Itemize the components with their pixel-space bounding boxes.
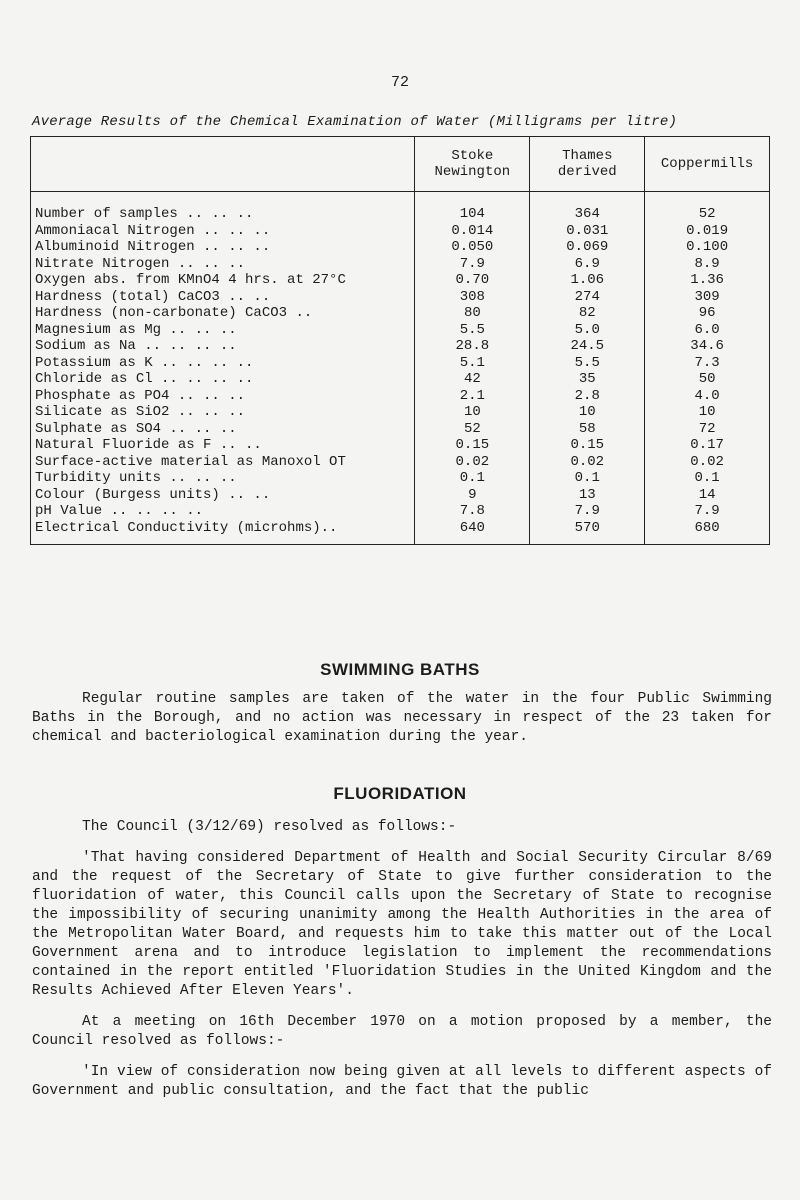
row-label: pH Value .. .. .. .. xyxy=(31,503,415,520)
column-header-blank xyxy=(31,137,415,192)
row-value: 104 xyxy=(415,192,530,223)
row-label: Phosphate as PO4 .. .. .. xyxy=(31,388,415,405)
row-value: 10 xyxy=(530,404,645,421)
page-number: 72 xyxy=(390,74,409,91)
row-value: 0.17 xyxy=(645,437,770,454)
row-value: 0.02 xyxy=(530,454,645,471)
row-value: 72 xyxy=(645,421,770,438)
row-value: 0.02 xyxy=(415,454,530,471)
table-row xyxy=(31,192,770,223)
table-row xyxy=(31,322,770,339)
row-value: 570 xyxy=(530,520,645,545)
row-label: Chloride as Cl .. .. .. .. xyxy=(31,371,415,388)
fluoridation-paragraph-2: 'That having considered Department of Health and Social Security Circular 8/69 and the request of the Secretary of State to give further consideration to the fluoridation of water, this Council calls upon the Secretary of State to recognise the impossibility of securing unanimity among the Health Authorities in the area of the Metropolitan Water Board, and requests him to take this matter out of the Local Government arena and to introduce legislation to implement the recommendations contained in the report entitled 'Fluoridation Studies in the United Kingdom and the Results Achieved After Eleven Years'. xyxy=(32,850,772,999)
row-value: 0.02 xyxy=(645,454,770,471)
row-label: Electrical Conductivity (microhms).. xyxy=(31,520,415,545)
row-label: Sulphate as SO4 .. .. .. xyxy=(31,421,415,438)
row-label: Potassium as K .. .. .. .. xyxy=(31,355,415,372)
row-value: 96 xyxy=(645,305,770,322)
row-value: 308 xyxy=(415,289,530,306)
row-value: 0.15 xyxy=(530,437,645,454)
row-value: 7.9 xyxy=(530,503,645,520)
row-value: 0.014 xyxy=(415,223,530,240)
fluoridation-paragraph-3: At a meeting on 16th December 1970 on a motion proposed by a member, the Council resolved as follows:- xyxy=(32,1014,772,1049)
row-value: 35 xyxy=(530,371,645,388)
row-value: 0.069 xyxy=(530,239,645,256)
row-value: 2.8 xyxy=(530,388,645,405)
row-label: Silicate as SiO2 .. .. .. xyxy=(31,404,415,421)
column-header-stoke-newington: Stoke Newington xyxy=(415,137,530,192)
row-label: Nitrate Nitrogen .. .. .. xyxy=(31,256,415,273)
row-value: 7.9 xyxy=(415,256,530,273)
row-value: 640 xyxy=(415,520,530,545)
swimming-baths-paragraph: Regular routine samples are taken of the water in the four Public Swimming Baths in the Borough, and no action was necessary in respect of the 23 taken for chemical and bacteriological examination during the year. xyxy=(32,691,772,745)
table-row xyxy=(31,305,770,322)
table-row xyxy=(31,388,770,405)
table-row xyxy=(31,371,770,388)
table-row xyxy=(31,355,770,372)
row-value: 34.6 xyxy=(645,338,770,355)
row-label: Colour (Burgess units) .. .. xyxy=(31,487,415,504)
table-row xyxy=(31,256,770,273)
row-value: 10 xyxy=(415,404,530,421)
row-value: 14 xyxy=(645,487,770,504)
row-value: 0.1 xyxy=(530,470,645,487)
row-value: 5.5 xyxy=(530,355,645,372)
row-value: 10 xyxy=(645,404,770,421)
row-label: Hardness (total) CaCO3 .. .. xyxy=(31,289,415,306)
table-row xyxy=(31,223,770,240)
row-value: 7.3 xyxy=(645,355,770,372)
fluoridation-text xyxy=(32,818,772,1101)
water-results-table xyxy=(30,136,770,545)
row-label: Albuminoid Nitrogen .. .. .. xyxy=(31,239,415,256)
row-value: 58 xyxy=(530,421,645,438)
row-value: 4.0 xyxy=(645,388,770,405)
table-row xyxy=(31,437,770,454)
row-value: 8.9 xyxy=(645,256,770,273)
row-value: 0.70 xyxy=(415,272,530,289)
swimming-baths-heading: SWIMMING BATHS xyxy=(320,660,480,679)
table-row xyxy=(31,239,770,256)
row-value: 1.06 xyxy=(530,272,645,289)
table-row xyxy=(31,421,770,438)
row-value: 52 xyxy=(645,192,770,223)
row-value: 5.0 xyxy=(530,322,645,339)
row-label: Oxygen abs. from KMnO4 4 hrs. at 27°C xyxy=(31,272,415,289)
row-value: 680 xyxy=(645,520,770,545)
table-caption: Average Results of the Chemical Examination of Water (Milligrams per litre) xyxy=(32,114,678,130)
row-label: Hardness (non-carbonate) CaCO3 .. xyxy=(31,305,415,322)
row-value: 42 xyxy=(415,371,530,388)
row-value: 52 xyxy=(415,421,530,438)
table-row xyxy=(31,503,770,520)
row-value: 274 xyxy=(530,289,645,306)
row-label: Number of samples .. .. .. xyxy=(31,192,415,223)
column-header-coppermills: Coppermills xyxy=(645,137,770,192)
row-value: 0.15 xyxy=(415,437,530,454)
row-value: 13 xyxy=(530,487,645,504)
row-value: 7.8 xyxy=(415,503,530,520)
swimming-baths-text xyxy=(32,690,772,747)
row-label: Turbidity units .. .. .. xyxy=(31,470,415,487)
row-value: 0.100 xyxy=(645,239,770,256)
row-label: Magnesium as Mg .. .. .. xyxy=(31,322,415,339)
row-value: 9 xyxy=(415,487,530,504)
table-row xyxy=(31,289,770,306)
row-value: 5.5 xyxy=(415,322,530,339)
column-header-thames-derived: Thames derived xyxy=(530,137,645,192)
table-row xyxy=(31,454,770,471)
row-value: 364 xyxy=(530,192,645,223)
row-value: 0.019 xyxy=(645,223,770,240)
row-value: 50 xyxy=(645,371,770,388)
table-row xyxy=(31,338,770,355)
row-label: Sodium as Na .. .. .. .. xyxy=(31,338,415,355)
table-row xyxy=(31,272,770,289)
row-value: 309 xyxy=(645,289,770,306)
row-value: 6.9 xyxy=(530,256,645,273)
row-value: 1.36 xyxy=(645,272,770,289)
row-value: 24.5 xyxy=(530,338,645,355)
row-label: Ammoniacal Nitrogen .. .. .. xyxy=(31,223,415,240)
table-row xyxy=(31,487,770,504)
table-row xyxy=(31,404,770,421)
table-row xyxy=(31,520,770,545)
row-value: 82 xyxy=(530,305,645,322)
fluoridation-paragraph-4: 'In view of consideration now being given at all levels to different aspects of Government and public consultation, and the fact that the public xyxy=(32,1064,772,1099)
row-value: 2.1 xyxy=(415,388,530,405)
fluoridation-heading: FLUORIDATION xyxy=(333,784,467,803)
row-label: Natural Fluoride as F .. .. xyxy=(31,437,415,454)
row-value: 5.1 xyxy=(415,355,530,372)
table-row xyxy=(31,470,770,487)
row-value: 0.1 xyxy=(645,470,770,487)
row-value: 0.031 xyxy=(530,223,645,240)
row-value: 28.8 xyxy=(415,338,530,355)
fluoridation-paragraph-1: The Council (3/12/69) resolved as follows:- xyxy=(82,819,457,835)
row-value: 0.050 xyxy=(415,239,530,256)
row-value: 6.0 xyxy=(645,322,770,339)
table-header-row xyxy=(31,137,770,192)
row-label: Surface-active material as Manoxol OT xyxy=(31,454,415,471)
row-value: 7.9 xyxy=(645,503,770,520)
row-value: 80 xyxy=(415,305,530,322)
row-value: 0.1 xyxy=(415,470,530,487)
table-body xyxy=(31,192,770,545)
